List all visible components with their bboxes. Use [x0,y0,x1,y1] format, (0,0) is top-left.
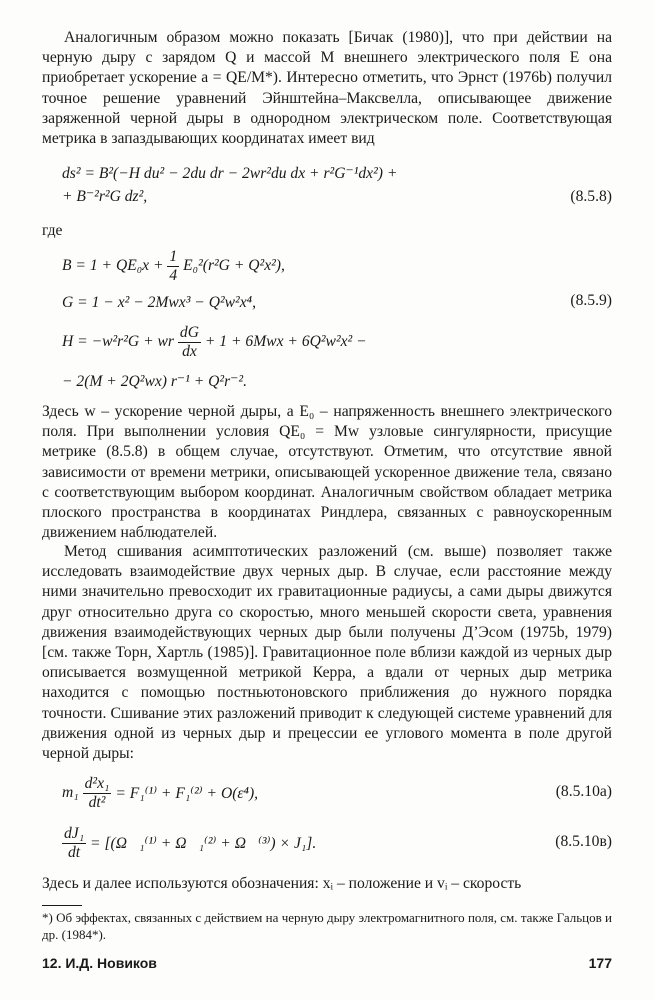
equation-8-5-10a [62,770,612,816]
equation-number: (8.5.10а) [555,783,612,800]
equation-line: ds² = B²(−H du² − 2du dr − 2wr²du dx + r²G⁻¹dx²) + [62,165,398,182]
equation-line-g: G = 1 − x² − 2Mwx³ − Q²w²x⁴, [62,294,256,311]
equation-8-5-10b [62,820,612,866]
footnote-rule [42,905,82,906]
equation-part: = [(Ω⃗₁⁽¹⁾ + Ω⃗₁⁽²⁾ + Ω⃗⁽³⁾) × J₁]. [90,834,317,852]
fraction [62,825,86,860]
fraction-numerator: d²x₁ [84,775,110,793]
equation-line-h [62,318,612,366]
paragraph-text: Здесь и далее используются обозначения: xᵢ – положение и vᵢ – скорость [42,875,522,892]
page-number: 177 [588,955,612,971]
fraction [178,324,201,359]
equation-part: m₁ [62,784,79,801]
fraction-denominator: 4 [169,266,178,284]
fraction-numerator: dJ₁ [64,825,85,843]
equation-8-5-9 [62,244,612,396]
equation-number: (8.5.10в) [555,833,612,850]
fraction-denominator: dx [182,342,197,360]
paragraph-1 [42,28,612,149]
paragraph-text: Аналогичным образом можно показать [Бичак (1980)], что при действии на черную дыру с зарядом Q и массой M внешнего электрического поля E она приобретает ускорение a = QE/M*). Интересно отметить, что Эрнст (1976b) получил точное решение уравнений Эйнштейна–Максвелла, описывающее движение заряженной черной дыры в однородном электрическом поле. Соответствующая метрика в запаздывающих координатах имеет вид [42,29,612,148]
equation-part: B = 1 + QE₀x + [62,257,164,274]
equation-number: (8.5.8) [570,188,612,205]
equation-line [62,820,612,866]
fraction-numerator: dG [179,324,199,342]
paragraph-text: Здесь w – ускорение черной дыры, а E₀ – напряженность внешнего электрического поля. При выполнении условия QE₀ = Mw узловые сингулярности, присущие метрике (8.5.8) в общем случае, отсутствуют. Отметим, что отсутствие явной зависимости от времени метрики, описывающей ускоренное движение тела, связано с соответствующим выбором координат. Аналогичным свойством обладает метрика плоского пространства в координатах Риндлера, связанных с равноускоренным движением наблюдателей. [42,403,612,542]
paragraph-2 [42,402,612,543]
footer-author: 12. И.Д. Новиков [42,955,157,971]
equation-number: (8.5.9) [570,292,612,309]
paragraph-4 [42,874,612,894]
paragraph-3 [42,542,612,764]
fraction [167,248,179,283]
fraction-numerator: 1 [169,248,178,266]
equation-part: H = −w²r²G + wr [62,333,174,350]
equation-line-b [62,244,612,288]
equation-line: + B⁻²r²G dz², [62,188,148,205]
equation-line [62,770,612,816]
equation-part: E₀²(r²G + Q²x²), [183,257,285,274]
equation-part: + 1 + 6Mwx + 6Q²w²x² − [204,333,367,350]
where-label: где [42,222,63,239]
fraction-denominator: dt [68,843,81,861]
equation-line-h2: − 2(M + 2Q²wx) r⁻¹ + Q²r⁻². [62,372,247,390]
equation-part: = F₁⁽¹⁾ + F₁⁽²⁾ + O(ε⁴), [115,784,259,802]
equation-8-5-8 [62,164,612,206]
fraction-denominator: dt² [88,793,106,811]
paragraph-text: Метод сшивания асимптотических разложений (см. выше) позволяет также исследовать взаимодействие двух черных дыр. В случае, если расстояние между ними значительно превосходит их гравитационные радиусы, а сами дыры движутся друг относительно друга со скоростью, много меньшей скорости света, уравнения движения взаимодействующих черных дыр были получены Д’Эсом (1975b, 1979) [см. также Торн, Хартль (1985)]. Гравитационное поле вблизи каждой из черных дыр описывается возмущенной метрикой Керра, а вдали от черных дыр метрика находится с помощью постньютоновского приближения до нужного порядка точности. Сшивание этих разложений приводит к следующей системе уравнений для движения одной из черных дыр и прецессии ее углового момента в поле другой черной дыры: [42,543,612,763]
footnote: *) Об эффектах, связанных с действием на черную дыру электромагнитного поля, см. также Гальцов и др. (1984*). [42,910,612,942]
fraction [83,775,112,810]
